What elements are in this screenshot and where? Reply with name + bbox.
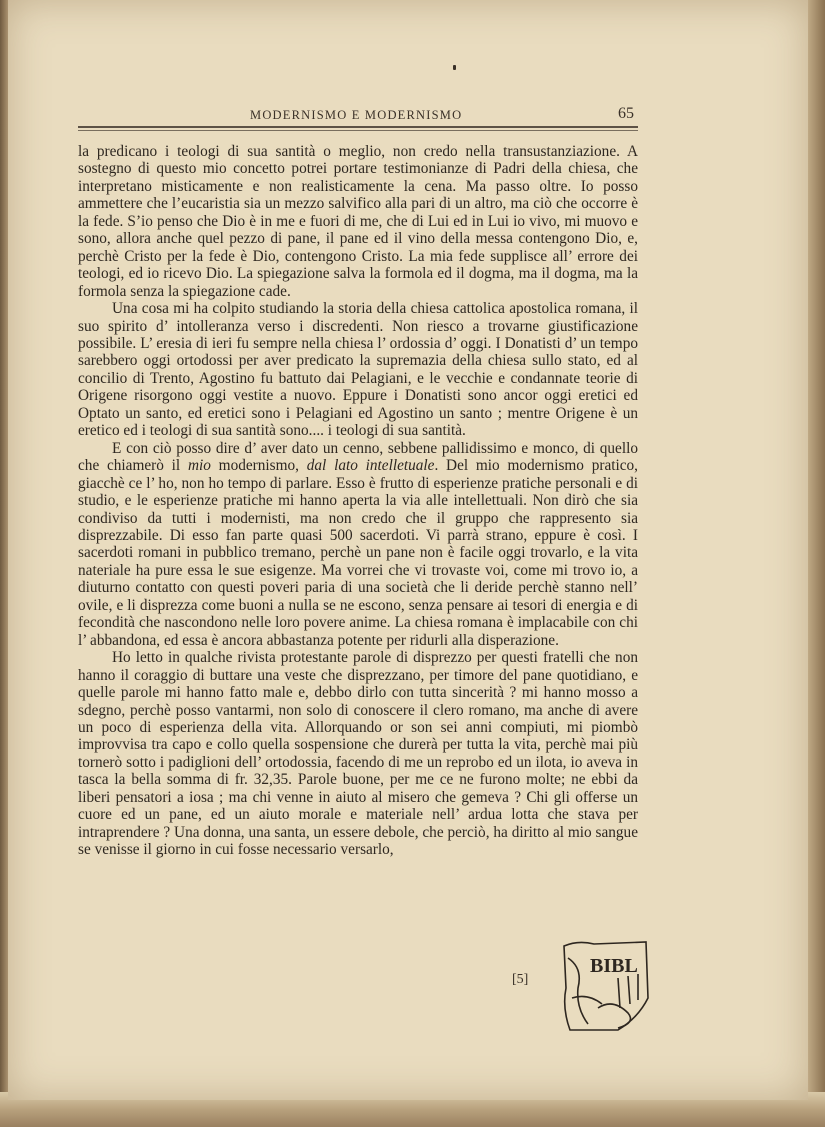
page-number: 65: [618, 105, 634, 122]
right-page-edge: [808, 0, 825, 1127]
paragraph-1: la predicano i teologi di sua santità o meglio, non credo nella transustanziazione. A sostegno di questo mio concetto potrei portare testimonianze di Padri della chiesa, che interpretano misticamente e non realisticamente la cena. Ma passo oltre. Io posso ammettere che l’eucaristia sia un mezzo salvifico alla pari di un altro, ma ciò che occorre è la fede. S’io penso che Dio è in me e fuori di me, che di Lui ed in Lui io vivo, mi muovo e sono, allora anche quel pezzo di pane, il pane ed il vino della messa contengono Dio, e, perchè Cristo per la fede è Dio, contengono Cristo. La mia fede supplisce all’ errore dei teologi, ed io ricevo Dio. La spiegazione salva la formola ed il dogma, ma il dogma, ma la formola senza la spiegazione cade.: [78, 143, 638, 300]
running-title: MODERNISMO E MODERNISMO: [250, 108, 463, 122]
paragraph-4: Ho letto in qualche rivista protestante parole di disprezzo per questi fratelli che non hanno il coraggio di buttare una veste che disprezzano, per timore del pane quotidiano, e quelle parole mi hanno fatto male e, debbo dirlo con tutta sincerità ? mi hanno mosso a sdegno, perchè posso vantarmi, non solo di conoscere il clero romano, ma anche di avere un poco di esperienza della vita. Allorquando or son sei anni compiuti, mi piombò improvvisa tra capo e collo quella sospensione che durerà per tutta la vita, perchè mai più tornerò sotto i padiglioni dell’ ortodossia, facendo di me un reprobo ed un ilota, io aveva in tasca la bella somma di fr. 32,35. Parole buone, per me ce ne furono molte; ne ebbi da liberi pensatori a iosa ; ma chi venne in aiuto al misero che gemeva ? Chi gli offerse un cuore ed un pane, ed un aiuto morale e materiale nell’ ardua lotta che stava per intraprendere ? Una donna, una santa, un essere debole, che perciò, ha diritto al mio sangue se venisse il giorno in cui fosse necessario versarlo,: [78, 649, 638, 859]
paragraph-3-part-c: . Del mio modernismo pratico, giacchè ce l’ ho, non ho tempo di parlare. Esso è frutto di esperienze pratiche personali e di studio, e le esperienze pratiche mi hanno aperta la via alle intellettuali. Non dirò che sia condiviso da tutti i modernisti, ma non credo che il gruppo che rappresento sia disprezzabile. Di esso fan parte quasi 500 sacerdoti. Vi parrà strano, eppure è così. I sacerdoti romani in pubblico tremano, perchè un pane non è facile oggi trovarlo, e la vita nateriale ha pure essa le sue esigenze. Ma vorrei che vi trovaste voi, come mi trovo io, a diuturno contatto con questi poveri paria di una società che li deride perchè stanno nell’ ovile, e li disprezza come buoni a nulla se ne escono, senza pensare ai tesori di energia e di fecondità che nascondono nelle loro povere anime. La chiesa romana è implacabile con chi l’ abbandona, ed essa è ancora abbastanza potente per ridurli alla disperazione.: [78, 457, 639, 649]
paragraph-2: Una cosa mi ha colpito studiando la storia della chiesa cattolica apostolica romana, il suo spirito d’ intolleranza verso i discredenti. Non riesco a trovarne giustificazione possibile. L’ eresia di ieri fu sempre nella chiesa l’ ordossia d’ oggi. I Donatisti d’ un tempo sarebbero oggi ortodossi per aver predicato la supremazia della chiesa sullo stato, ed al concilio di Trento, Agostino fu battuto dai Pelagiani, e le vecchie e condannate teorie di Origene risorgono oggi vestite a nuovo. Eppure i Donatisti sono ancor oggi eretici ed Optato un santo, ed eretici sono i Pelagiani ed Agostino un santo ; mentre Origene è un eretico ed i teologi di sua santità sono.... i teologi di sua santità.: [78, 300, 638, 440]
paragraph-3-part-a: E con ciò posso dire d’ aver dato un cenno, sebbene pallidissimo e monco, di quello che chiamerò il: [78, 439, 638, 475]
paragraph-3-emphasis-intelletuale: dal lato intelletuale: [306, 457, 435, 475]
header-rule-thin: [78, 130, 638, 131]
paragraph-3: [78, 440, 638, 649]
paragraph-3-part-b: modernismo,: [210, 457, 307, 475]
paragraph-3-emphasis-mio: mio: [187, 457, 211, 475]
ex-libris-stamp: [558, 938, 652, 1036]
body-text: [78, 143, 638, 859]
ex-libris-lettering: BIBL: [590, 955, 638, 977]
ink-speck: [453, 65, 456, 70]
signature-mark: [5]: [512, 972, 529, 987]
header-rule: [78, 126, 638, 128]
